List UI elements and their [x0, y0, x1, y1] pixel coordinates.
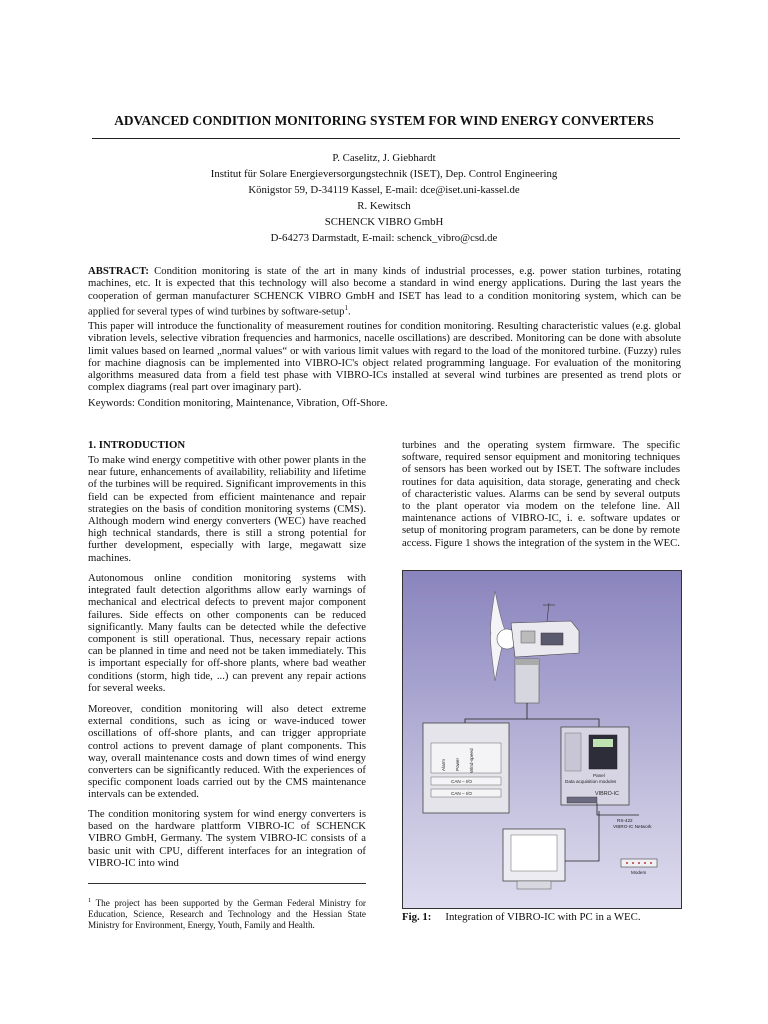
abstract-paragraph-2: This paper will introduce the functionality of measurement routines for condition monitoring. Resulting characteristic values (e.g. global vibration levels, selective vibration frequencies and harmonics, nacelle oscillations) are described. Monitoring can be done with absolute limit values based on learned „normal values“ or with various limit values with regard to the load of the monitored turbine. (Fuzzy) rules for machine diagnosis can be implemented into VIBRO-IC's object related programming language. For evaluation of the monitoring algorithms measured data from a field test phase with VIBRO-ICs installed at several wind turbines are presented as trend plots or complex diagrams (real part over imaginary part).	[88, 320, 681, 394]
figure-caption-label: Fig. 1:	[402, 911, 432, 923]
tower	[515, 659, 539, 703]
footnote-text: The project has been supported by the German Federal Ministry for Education, Science, Research and Technology and the Hessian State Ministry for Environment, Energy, Youth, Family and Health.	[88, 898, 366, 931]
abstract-label: ABSTRACT:	[88, 265, 149, 277]
label-daq: Data acquisition modules	[565, 779, 617, 784]
intro-paragraph-2: Autonomous online condition monitoring systems with integrated fault detection algorithms allow early warnings of mechanical and electrical defects to prevent major component failures. Side effects on other components can be reduced significantly. Many faults can be detected while the defective component is still operational. Thus, necessary repair actions can be planned in time and need not be taken immediately. This is important especially for off-shore plants, where bad weather conditions (storm, high tide, ...) can prevent any repair actions for several weeks.	[88, 572, 366, 694]
label-modem: Modem	[631, 870, 647, 875]
gearbox	[521, 631, 535, 643]
author-line-2: Institut für Solare Energieversorgungstechnik (ISET), Dep. Control Engineering	[210, 168, 558, 180]
footnote-ref: 1	[344, 303, 348, 312]
pc-base	[517, 881, 551, 889]
io-slots	[565, 733, 581, 771]
author-line-5: SCHENCK VIBRO GmbH	[324, 216, 444, 228]
author-line-4: R. Kewitsch	[357, 200, 411, 212]
modem-led	[632, 862, 634, 864]
modem-led	[638, 862, 640, 864]
keywords: Keywords: Condition monitoring, Maintenance, Vibration, Off-Shore.	[88, 397, 388, 409]
title-rule	[92, 138, 680, 139]
modem-led	[644, 862, 646, 864]
footnote-rule	[88, 883, 366, 884]
paper-title: ADVANCED CONDITION MONITORING SYSTEM FOR WIND ENERGY CONVERTERS	[114, 113, 654, 128]
footnote-mark: 1	[88, 897, 92, 904]
author-line-3: Königstor 59, D-34119 Kassel, E-mail: dce@iset.uni-kassel.de	[248, 184, 520, 196]
label-wind-speed: Wind-speed	[469, 748, 474, 773]
pc-cable	[565, 811, 599, 861]
author-line-6: D-64273 Darmstadt, E-mail: schenck_vibro@csd.de	[270, 232, 498, 244]
wec-integration-diagram	[403, 571, 681, 908]
abstract-text-1: Condition monitoring is state of the art in many kinds of industrial processes, e.g. power station turbines, rotating machines, etc. It is expected that this technology will also become a standard in wind energy applications. During the last years the cooperation of german manufacturer SCHENCK VIBRO GmbH and ISET has lead to a condition monitoring system, which can be applied for several types of wind turbines by software-setup	[88, 265, 681, 318]
label-alarm: Alarm	[441, 759, 446, 771]
footnote	[88, 895, 366, 932]
label-can-io-2: CAN – I/O	[451, 791, 472, 796]
section-heading-introduction: 1. INTRODUCTION	[88, 439, 186, 451]
anemometer-mast	[547, 603, 549, 621]
cable-to-vibro-ic	[527, 719, 599, 727]
label-panel: Panel	[593, 773, 605, 778]
pc-screen	[511, 835, 557, 871]
abstract-text-1-end: .	[347, 305, 351, 318]
generator	[541, 633, 563, 645]
modem-led	[650, 862, 652, 864]
label-rs422: RS-422	[617, 818, 633, 823]
figure-caption-text: Integration of VIBRO-IC with PC in a WEC.	[445, 911, 641, 923]
modem-led	[626, 862, 628, 864]
author-line-1: P. Caselitz, J. Giebhardt	[332, 152, 436, 164]
yaw-bearing	[515, 659, 539, 665]
figure-caption	[402, 911, 641, 923]
intro-paragraph-4: The condition monitoring system for wind energy converters is based on the hardware plattform VIBRO-IC of SCHENCK VIBRO GmbH, Germany. The system VIBRO-IC consists of a basic unit with CPU, different interfaces for an integration of VIBRO-IC into wind	[88, 808, 366, 869]
intro-paragraph-3: Moreover, condition monitoring will also detect extreme external conditions, such as icing or wave-induced tower oscillations of off-shore plants, and can trigger appropriate control actions to prevent damage of plant components. This way, overall maintenance costs and down times of wind energy converters can be significantly reduced. With the experiences of specific component loads carried out by the CMS maintenance intervals can be extended.	[88, 703, 366, 801]
label-power: Power	[455, 757, 460, 771]
label-vibro-ic: VIBRO-IC	[595, 791, 619, 797]
intro-paragraph-4-continued: turbines and the operating system firmware. The specific software, required sensor equipment and monitoring techniques of sensors has been worked out by ISET. The software includes routines for data aquisition, data storage, generating and check of characteristic values. Alarms can be send by several outputs to the plant operator via modem on the telefone line. All maintenance actions of VIBRO-IC, i. e. software updates or setup of monitoring program parameters, can be done by remote access. Figure 1 shows the integration of the system in the WEC.	[402, 439, 680, 549]
label-network: VIBRO-IC Network	[613, 824, 652, 829]
abstract-paragraph-1	[88, 265, 681, 318]
label-can-io-1: CAN – I/O	[451, 779, 472, 784]
intro-paragraph-1: To make wind energy competitive with other power plants in the near future, enhancements of availability, reliability and lifetime of the turbines will be required. Significant improvements in this field can be expected from efficient maintenance and repair strategies on the basis of condition monitoring systems (CMS). Although modern wind energy converters (WEC) have reached high technical standards, there is still a strong potential for further development, especially with large, megawatt size machines.	[88, 454, 366, 564]
vibro-ic-connector	[567, 797, 597, 803]
panel-display	[593, 739, 613, 747]
figure-1	[402, 570, 682, 909]
